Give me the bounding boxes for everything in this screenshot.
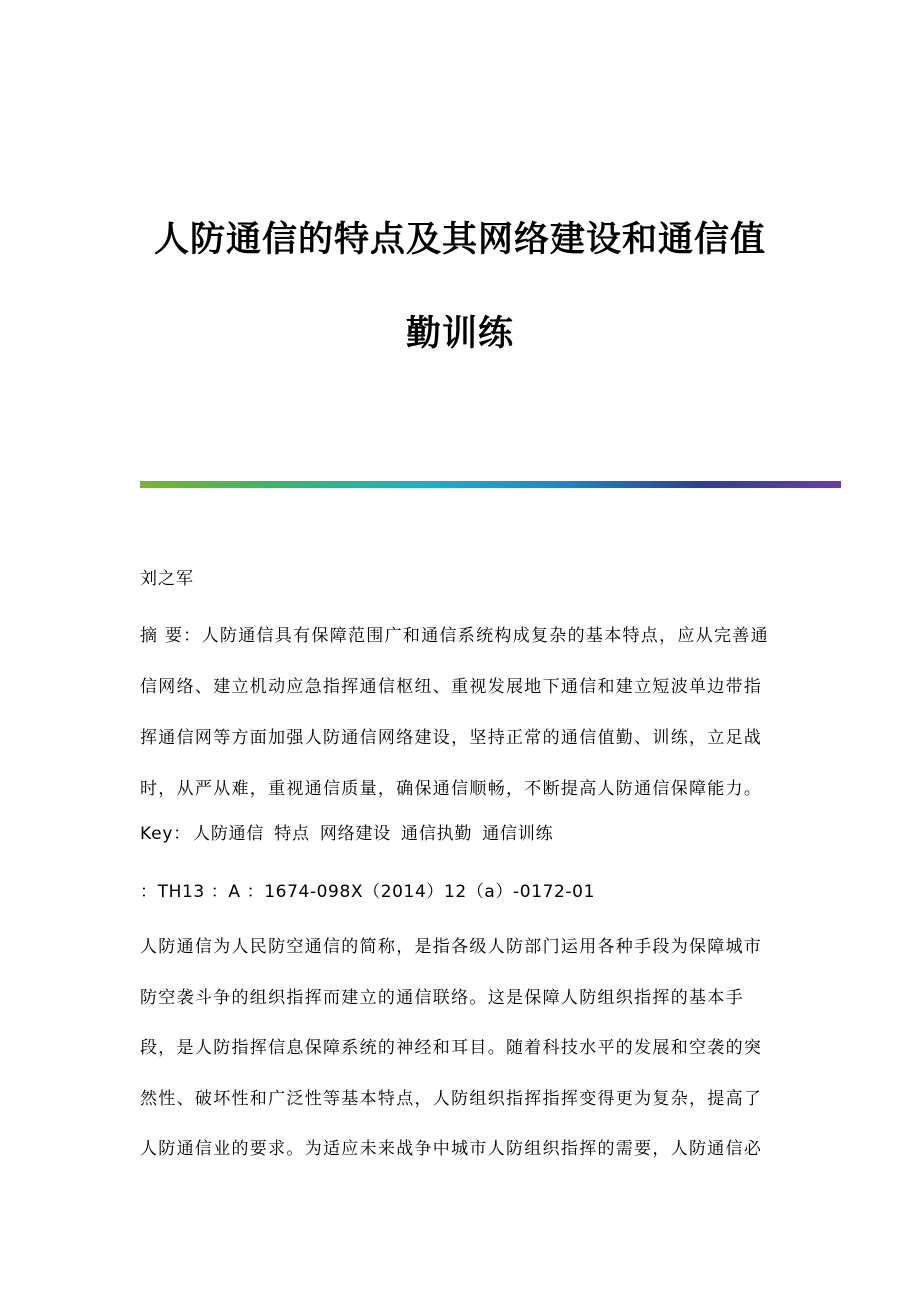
body-text-line: 段，是人防指挥信息保障系统的神经和耳目。随着科技水平的发展和空袭的突: [140, 1038, 763, 1058]
page-title-line-1: 人防通信的特点及其网络建设和通信值: [153, 219, 766, 260]
body-text-line: 人防通信业的要求。为适应未来战争中城市人防组织指挥的需要，人防通信必: [140, 1139, 763, 1159]
gradient-divider: [140, 481, 841, 488]
classification-line: ：TH13 ：A ：1674-098X（2014）12（a）-0172-01: [140, 882, 596, 902]
keywords: [140, 826, 553, 843]
page-title-line-2: 勤训练: [405, 313, 514, 354]
abstract-line: 挥通信网等方面加强人防通信网络建设，坚持正常的通信值勤、训练，立足战: [140, 728, 763, 748]
body-text-line: 然性、破坏性和广泛性等基本特点，人防组织指挥指挥变得更为复杂，提高了: [140, 1089, 763, 1109]
abstract-line: 摘 要：人防通信具有保障范围广和通信系统构成复杂的基本特点，应从完善通: [140, 626, 769, 646]
keyword-item: 人防通信: [193, 824, 265, 844]
keyword-item: 网络建设: [319, 824, 392, 844]
keywords-label: Key：: [140, 824, 192, 844]
keyword-item: 通信训练: [482, 824, 554, 844]
keyword-item: 通信执勤: [401, 824, 473, 844]
body-text-line: 人防通信为人民防空通信的简称，是指各级人防部门运用各种手段为保障城市: [140, 937, 763, 957]
author-name: 刘之军: [140, 569, 194, 589]
keyword-item: 特点: [274, 824, 310, 844]
body-text-line: 防空袭斗争的组织指挥而建立的通信联络。这是保障人防组织指挥的基本手: [140, 988, 744, 1008]
abstract-line: 信网络、建立机动应急指挥通信枢纽、重视发展地下通信和建立短波单边带指: [140, 677, 763, 697]
abstract-line: 时，从严从难，重视通信质量，确保通信顺畅，不断提高人防通信保障能力。: [140, 779, 763, 799]
